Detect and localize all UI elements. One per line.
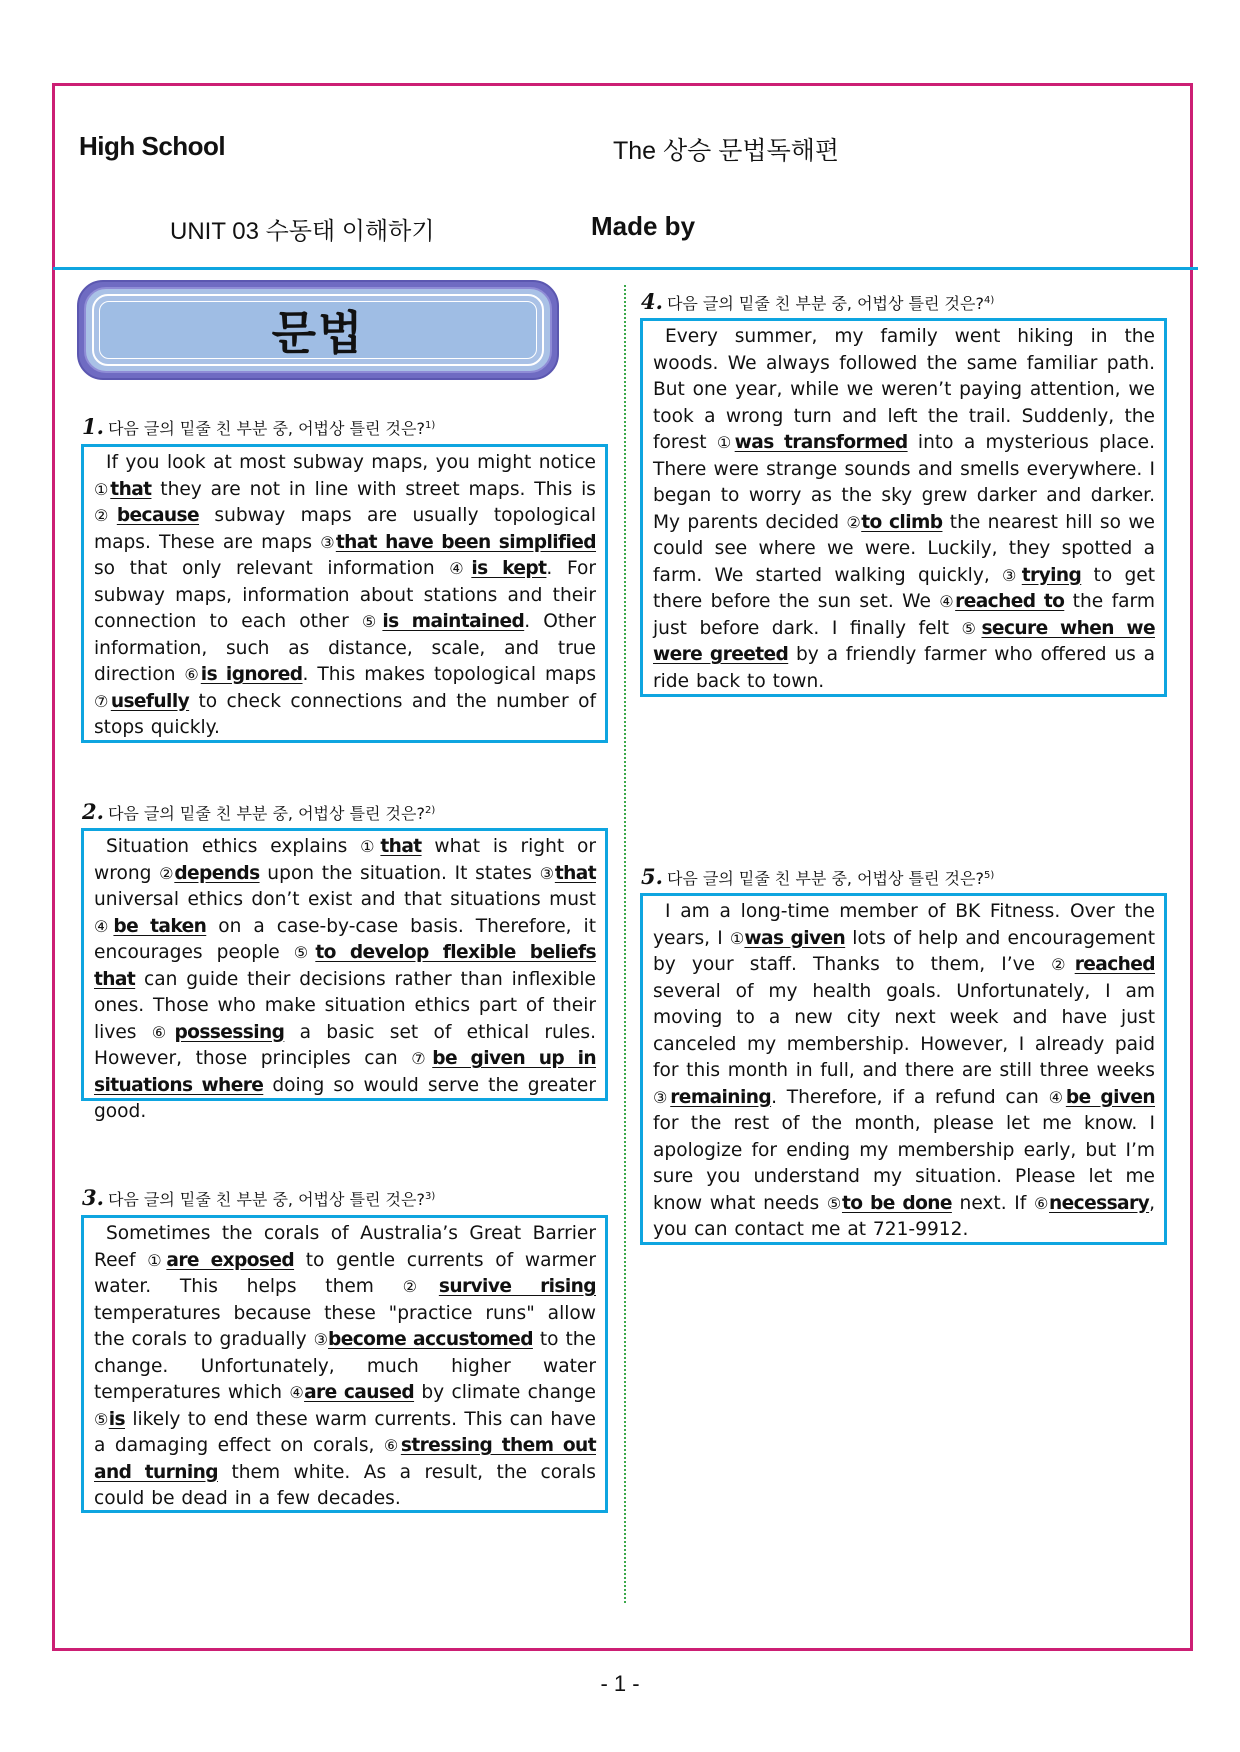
question-3-passage (81, 1215, 608, 1513)
choice-marker: ④ (94, 916, 114, 936)
question-5-title (641, 864, 994, 889)
question-prompt: 다음 글의 밑줄 친 부분 중, 어법상 틀린 것은? (107, 1190, 425, 1209)
underlined-choice: that (110, 478, 152, 500)
question-prompt: 다음 글의 밑줄 친 부분 중, 어법상 틀린 것은? (107, 419, 425, 438)
underlined-choice: secure when we were greeted (653, 617, 1155, 665)
choice-marker: ④ (1048, 1087, 1066, 1107)
choice-marker: ② (1051, 955, 1075, 974)
section-banner (77, 280, 559, 380)
choice-marker: ③ (1002, 565, 1022, 585)
underlined-choice: that (554, 862, 596, 884)
underlined-choice: usefully (110, 690, 190, 712)
underlined-choice: stressing them out and turning (94, 1435, 596, 1483)
choice-marker: ⑦ (411, 1049, 433, 1068)
choice-marker: ② (402, 1277, 439, 1296)
question-number: 4. (641, 289, 663, 314)
question-2-passage (81, 828, 608, 1122)
underlined-choice: is ignored (200, 664, 303, 685)
underlined-choice: was transformed (734, 432, 908, 453)
underlined-choice: is (108, 1408, 126, 1430)
school-level-label: High School (79, 131, 226, 161)
underlined-choice: reached to (955, 591, 1065, 612)
underlined-choice: that (380, 836, 422, 857)
question-number: 5. (641, 864, 663, 889)
passage-text: I am a long-time member of BK Fitness. Over the years, I ①was given lots of help and encouragement by your staff. Thanks to them, I’ve ②reached several of my health goals. Unfortunately, I am moving to a new city next week and have just canceled my membership. However, I already paid for this month in full, and there are still three weeks ③remaining. Therefore, if a refund can ④be given for the rest of the month, please let me know. I apologize for ending my membership early, but I’m sure you understand my situation. Please let me know what needs ⑤to be done next. If ⑥necessary, you can contact me at 721-9912. (653, 901, 1156, 1240)
choice-marker: ① (729, 928, 745, 948)
underlined-choice: be taken (113, 915, 207, 937)
choice-marker: ① (147, 1250, 167, 1270)
choice-marker: ① (716, 433, 735, 452)
underlined-choice: to be done (841, 1192, 952, 1214)
choice-marker: ② (159, 863, 175, 883)
underlined-choice: remaining (670, 1086, 772, 1108)
choice-marker: ⑤ (826, 1193, 842, 1213)
choice-marker: ⑤ (361, 612, 383, 631)
footnote-ref: 3) (424, 1191, 436, 1202)
underlined-choice: that have been simplified (335, 531, 597, 553)
passage-text: Situation ethics explains ①that what is right or wrong ②depends upon the situation. It states ③that universal ethics don’t exist and that situations must ④be taken on a case-by-case basis. Therefore, it encourages people ⑤to develop flexible beliefs that can guide their decisions rather than inflexible ones. Those who make situation ethics part of their lives ⑥possessing a basic set of ethical rules. However, those principles can ⑦be given up in situations where doing so would serve the greater good. (94, 836, 597, 1122)
choice-marker: ⑥ (1033, 1193, 1050, 1213)
choice-marker: ③ (320, 532, 336, 552)
header-rule (53, 267, 1198, 270)
question-3-title (82, 1185, 435, 1210)
underlined-choice: reached (1074, 954, 1155, 975)
question-1-title (82, 414, 435, 439)
underlined-choice: is maintained (382, 611, 525, 632)
choice-marker: ⑥ (184, 665, 201, 684)
question-4-passage (640, 318, 1167, 697)
book-title: The 상승 문법독해편 (613, 137, 840, 165)
page-number: - 1 - (600, 1671, 640, 1696)
choice-marker: ② (94, 506, 117, 525)
underlined-choice: trying (1021, 564, 1082, 586)
choice-marker: ⑦ (94, 691, 111, 711)
choice-marker: ④ (939, 592, 956, 611)
underlined-choice: to develop flexible beliefs that (94, 942, 596, 990)
question-1-passage (81, 444, 608, 743)
underlined-choice: be given (1065, 1086, 1156, 1108)
choice-marker: ⑤ (961, 618, 982, 638)
question-prompt: 다음 글의 밑줄 친 부분 중, 어법상 틀린 것은? (666, 294, 984, 313)
footnote-ref: 2) (424, 805, 436, 816)
choice-marker: ③ (313, 1330, 329, 1349)
underlined-choice: possessing (174, 1021, 285, 1043)
underlined-choice: because (116, 505, 200, 526)
choice-marker: ⑥ (151, 1022, 175, 1042)
question-prompt: 다음 글의 밑줄 친 부분 중, 어법상 틀린 것은? (666, 869, 984, 888)
underlined-choice: to climb (861, 511, 943, 533)
underlined-choice: be given up in situations where (94, 1048, 597, 1096)
underlined-choice: is kept (471, 558, 547, 579)
choice-marker: ② (846, 512, 862, 532)
footnote-ref: 1) (424, 420, 436, 431)
footnote-ref: 4) (983, 295, 995, 306)
made-by-label: Made by (591, 211, 696, 241)
passage-text: Sometimes the corals of Australia’s Great Barrier Reef ①are exposed to gentle currents of warmer water. This helps them ②survive rising temperatures because these "practice runs" allow the corals to gradually ③become accustomed to the change. Unfortunately, much higher water temperatures which ④are caused by climate change ⑤is likely to end these warm currents. This can have a damaging effect on corals, ⑥stressing them out and turning them white. As a result, the corals could be dead in a few decades. (94, 1223, 596, 1509)
underlined-choice: are caused (304, 1382, 415, 1403)
underlined-choice: was given (744, 927, 846, 949)
choice-marker: ④ (289, 1383, 305, 1402)
question-4-title (641, 289, 994, 314)
choice-marker: ⑥ (383, 1436, 401, 1455)
underlined-choice: depends (174, 862, 260, 884)
passage-text: Every summer, my family went hiking in the woods. We always followed the same familiar path. But one year, while we weren’t paying attention, we took a wrong turn and left the trail. Suddenly, the forest ①was transformed into a mysterious place. There were strange sounds and smells everywhere. I began to worry as the sky grew darker and darker. My parents decided ②to climb the nearest hill so we could see where we were. Luckily, they spotted a farm. We started walking quickly, ③trying to get there before the sun set. We ④reached to the farm just before dark. I finally felt ⑤secure when we were greeted by a friendly farmer who offered us a ride back to town. (653, 326, 1156, 692)
footnote-ref: 5) (983, 870, 995, 881)
question-5-passage (640, 893, 1167, 1245)
underlined-choice: become accustomed (328, 1329, 533, 1350)
choice-marker: ⑤ (94, 1409, 109, 1429)
banner-plate (99, 301, 537, 359)
choice-marker: ① (94, 479, 111, 499)
choice-marker: ④ (449, 559, 472, 578)
choice-marker: ① (360, 837, 381, 856)
passage-text: If you look at most subway maps, you might notice ①that they are not in line with street maps. This is ②because subway maps are usually topological maps. These are maps ③that have been simplified so that only relevant information ④is kept. For subway maps, information about stations and their connection to each other ⑤is maintained. Other information, such as distance, scale, and true direction ⑥is ignored. This makes topological maps ⑦usefully to check connections and the number of stops quickly. (94, 452, 597, 738)
section-title: 문법 (271, 306, 365, 360)
choice-marker: ③ (539, 863, 555, 883)
question-number: 2. (82, 799, 104, 824)
unit-title: UNIT 03 수동태 이해하기 (170, 218, 435, 245)
choice-marker: ③ (653, 1087, 671, 1107)
underlined-choice: survive rising (438, 1276, 596, 1297)
column-divider (624, 285, 626, 1603)
question-number: 1. (82, 414, 104, 439)
question-prompt: 다음 글의 밑줄 친 부분 중, 어법상 틀린 것은? (107, 804, 425, 823)
underlined-choice: necessary (1049, 1192, 1150, 1214)
question-number: 3. (82, 1185, 104, 1210)
underlined-choice: are exposed (166, 1249, 295, 1271)
question-2-title (82, 799, 435, 824)
choice-marker: ⑤ (293, 943, 316, 962)
